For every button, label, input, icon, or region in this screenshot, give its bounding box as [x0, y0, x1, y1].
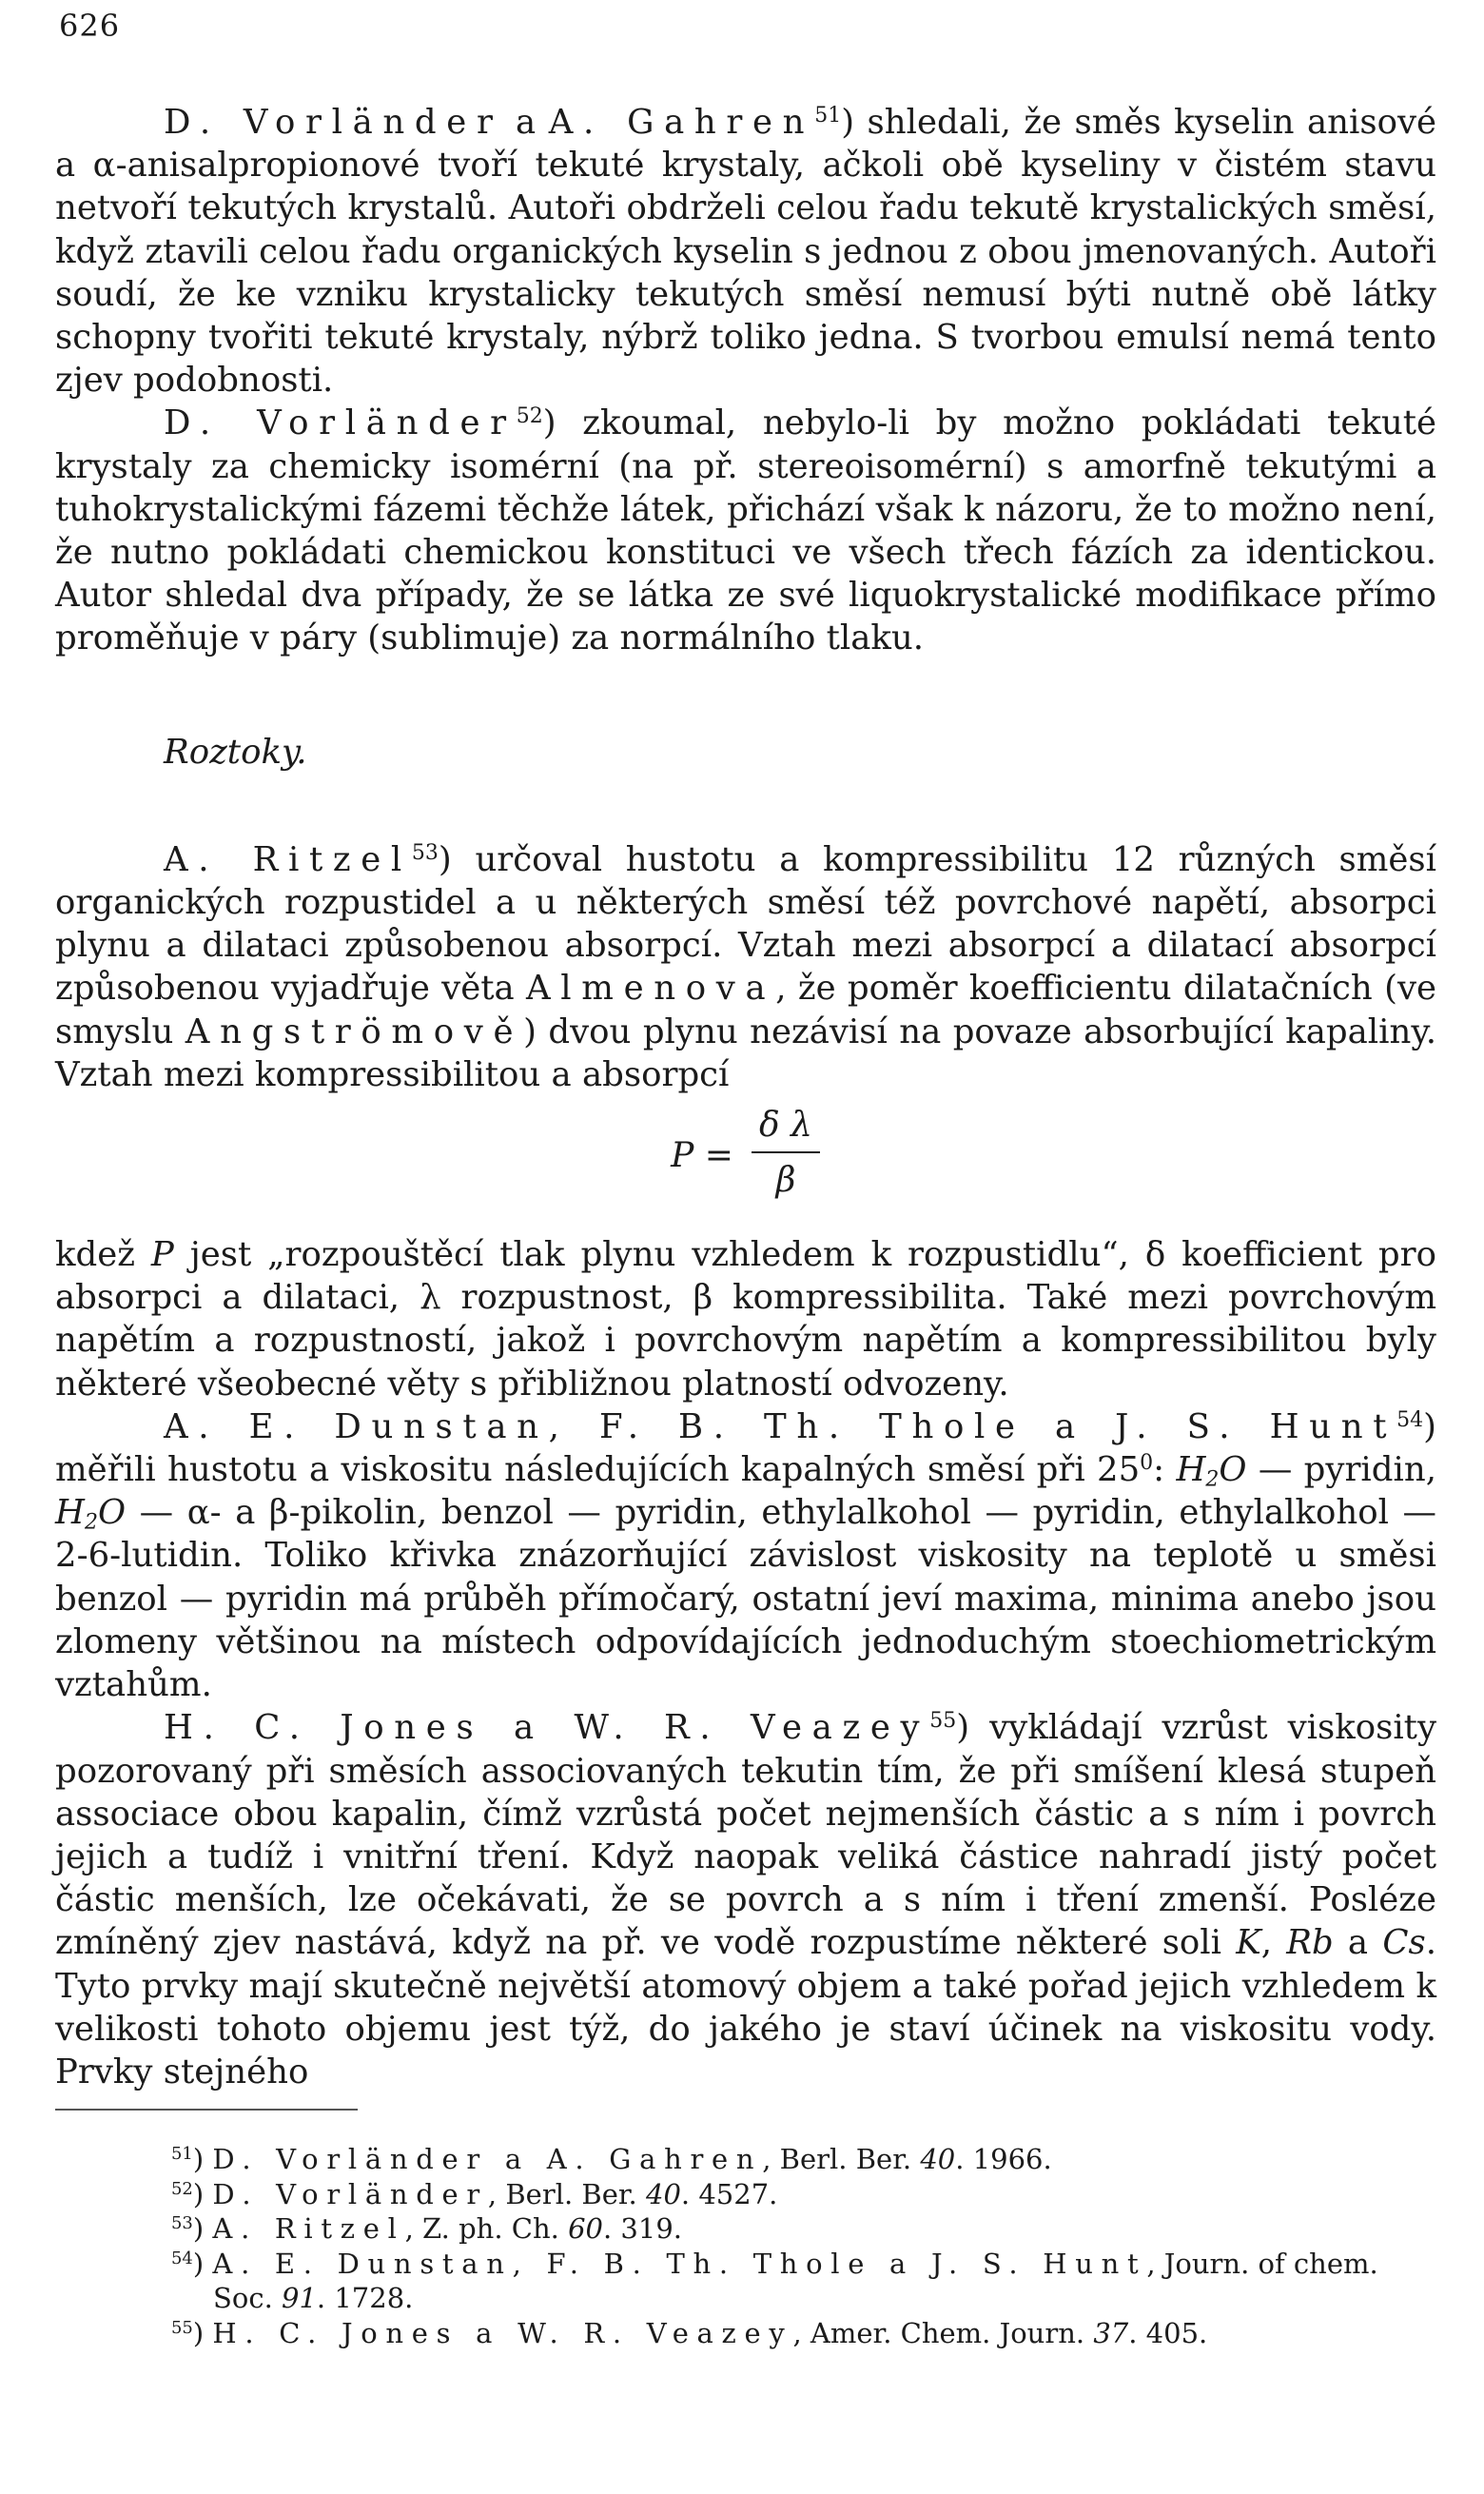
symbol: H [55, 1493, 85, 1533]
footnote-author: A. Ritzel [212, 2212, 405, 2245]
footnote-page: . 405. [1128, 2316, 1208, 2349]
footnote-volume: 40 [920, 2143, 956, 2175]
paragraph-text: jest „rozpouštěcí tlak plynu vzhledem k rozpustidlu“, δ koefficient pro absorpci a dilataci, λ rozpustnost, β kompressibilita. Také mezi povrchovým napětím a rozpustností, jakož i povrchovým napětím a kompressibilitou byly některé všeobecné věty s přibližnou platností odvozeny. [55, 1235, 1436, 1404]
formula [55, 1104, 1436, 1214]
footnote-divider [55, 2109, 358, 2111]
footnote-author: D. Vorländer [212, 2177, 488, 2210]
footnote-author: A. E. Dunstan, F. B. Th. Thole a J. S. Hunt [212, 2247, 1147, 2280]
paragraph-jones-veazey [55, 1706, 1436, 2093]
footnote-page: . 1966. [955, 2143, 1052, 2175]
footnote-source: , Journ. of chem. Soc. [213, 2247, 1378, 2314]
footnotes [171, 2142, 1436, 2350]
paragraph-ritzel [55, 838, 1436, 1096]
formula-water [1176, 1450, 1247, 1492]
subscript: 2 [84, 1510, 98, 1535]
formula-denominator: β [775, 1161, 796, 1201]
paragraph-text: ) vykládají vzrůst viskosity pozorovaný při směsích associovaných tekutin tím, že při smíšení klesá stupeň associace obou kapalin, čímž vzrůstá počet nejmenších částic a s ním i povrch jejich a tudíž i vnitřní tření. Když naopak veliká částice nahradí jistý počet částic menších, lze očekávati, že se povrch a s ním i tření zmenší. Posléze zmíněný zjev nastává, když na př. ve vodě rozpustíme některé soli [55, 1708, 1437, 1963]
paragraph-formula-explanation [55, 1233, 1436, 1405]
paragraph-text: — pyridin, [1246, 1450, 1437, 1490]
author-name: A. E. Dunstan, F. B. Th. Thole a J. S. Hunt [164, 1406, 1397, 1446]
symbol: O [1219, 1450, 1247, 1490]
element-symbol: Cs [1382, 1923, 1426, 1963]
footnote-number: 54 [171, 2248, 193, 2268]
formula-lhs: P = [671, 1136, 733, 1176]
degree-mark: 0 [1140, 1450, 1154, 1475]
footnote-source: , Berl. Ber. [762, 2143, 921, 2175]
paragraph-text: ) dvou plynu nezávisí na povaze absorbující kapaliny. Vztah mezi kompressibilitou a absorpcí [55, 1011, 1436, 1094]
paragraph-text: ) určoval hustotu a kompressibilitu 12 různých směsí organických rozpustidel a u některých směsí též povrchové napětí, absorpci plynu a dilataci způsobenou absorpcí. Vztah mezi absorpcí a dilatací absorpcí způsobenou vyjadřuje věta [55, 839, 1436, 1009]
fraction-bar [752, 1151, 820, 1153]
footnote: $^{52}$) D. Vorländer, Berl. Ber. 40. 4527. [171, 2177, 778, 2210]
footnote-ref[interactable]: 54 [1396, 1407, 1424, 1432]
paragraph-text: : [1153, 1450, 1177, 1490]
symbol: H [1176, 1450, 1206, 1490]
footnote-page: . 1728. [316, 2282, 414, 2314]
footnote-volume: 37 [1093, 2316, 1129, 2349]
footnote-number: 55 [171, 2317, 193, 2338]
author-name: D. Vorländer [164, 103, 503, 142]
section-heading: Roztoky. [164, 732, 307, 772]
author-name: A. Gahren [548, 103, 815, 142]
paragraph-vorlander-gahren [55, 101, 1436, 402]
footnote-number: 52 [171, 2178, 193, 2199]
symbol: P [150, 1235, 174, 1275]
footnote: $^{54}$) A. E. Dunstan, F. B. Th. Thole a J. S. Hunt, Journ. of chem. Soc. 91. 1728. [171, 2247, 1378, 2314]
paragraph-text: , že poměr koefficientu dilatačních (ve smyslu [55, 969, 1437, 1051]
author-name: A. Ritzel [164, 839, 412, 879]
author-name: H. C. Jones a W. R. Veazey [164, 1708, 930, 1748]
footnote-ref[interactable]: 51 [814, 103, 842, 128]
conjunction: a [502, 103, 549, 142]
paragraph-text: ) zkoumal, nebylo-li by možno pokládati tekuté krystaly za chemicky isomérní (na př. stereoisomérní) s amorfně tekutými a tuhokrystalickými fázemi těchže látek, přichází však k názoru, že to možno není, že nutno pokládati chemickou konstituci ve všech třech fázích za identickou. Autor shledal dva případy, že se látka ze své liquokrystalické modifikace přímo proměňuje v páry (sublimuje) za normálního tlaku. [55, 403, 1436, 658]
footnote-number: 51 [171, 2144, 193, 2165]
body-text [55, 101, 1436, 2093]
footnote-source: , Z. ph. Ch. [404, 2212, 569, 2245]
paragraph-text: — α- a β-pikolin, benzol — pyridin, ethylalkohol — pyridin, ethylalkohol — 2-6-lutidin. Toliko křivka znázorňující závislost viskosity na teplotě u směsi benzol — pyridin má průběh přímočarý, ostatní jeví maxima, minima anebo jsou zlomeny většinou na místech odpovídajících jednoduchým stoechiometrickým vztahům. [55, 1493, 1436, 1705]
footnote: $^{51}$) D. Vorländer a A. Gahren, Berl. Ber. 40. 1966. [171, 2143, 1052, 2175]
formula-numerator: δ λ [759, 1106, 812, 1146]
separator: , [1260, 1923, 1287, 1963]
subscript: 2 [1205, 1467, 1220, 1492]
footnote-author: D. Vorländer a A. Gahren [212, 2143, 763, 2175]
footnote-page: . 4527. [680, 2177, 778, 2210]
footnote-source: , Amer. Chem. Journ. [792, 2316, 1094, 2349]
footnote-volume: 91 [282, 2282, 317, 2314]
footnote: $^{53}$) A. Ritzel, Z. ph. Ch. 60. 319. [171, 2212, 683, 2245]
paragraph-text: ) shledali, že směs kyselin anisové a α-anisalpropionové tvoří tekuté krystaly, ačkoli obě kyseliny v čistém stavu netvoří tekutých krystalů. Autoři obdrželi celou řadu tekutě krystalických směsí, když ztavili celou řadu organických kyselin s jednou z obou jmenovaných. Autoři soudí, že ke vzniku krystalicky tekutých směsí nemusí býti nutně obě látky schopny tvořiti tekuté krystaly, nýbrž toliko jedna. S tvorbou emulsí nemá tento zjev podobnosti. [55, 103, 1437, 401]
footnote-volume: 40 [646, 2177, 681, 2210]
footnote-ref[interactable]: 55 [929, 1709, 957, 1734]
footnote-ref[interactable]: 53 [411, 840, 439, 865]
person-name: Angströmově [185, 1011, 524, 1051]
footnote-source: , Berl. Ber. [487, 2177, 646, 2210]
paragraph-text: ) měřili hustotu a viskositu následujících kapalných směsí při 25 [55, 1406, 1436, 1490]
symbol: O [97, 1493, 127, 1533]
paragraph-text: . Tyto prvky mají skutečně největší atomový objem a také pořad jejich vzhledem k velikosti tohoto objemu jest týž, do jakého je staví účinek na viskositu vody. Prvky stejného [55, 1923, 1436, 2091]
footnote-ref[interactable]: 52 [516, 404, 543, 429]
footnote-author: H. C. Jones a W. R. Veazey [212, 2316, 793, 2349]
footnote-number: 53 [171, 2213, 193, 2234]
author-name: D. Vorländer [164, 403, 517, 443]
paragraph-vorlander [55, 402, 1436, 659]
formula-water [55, 1493, 127, 1535]
paragraph-dunstan [55, 1405, 1436, 1706]
person-name: Almenova [525, 969, 776, 1009]
footnote-page: . 319. [603, 2212, 683, 2245]
footnote-volume: 60 [568, 2212, 603, 2245]
page-number: 626 [59, 8, 121, 44]
footnote: $^{55}$) H. C. Jones a W. R. Veazey, Amer. Chem. Journ. 37. 405. [171, 2316, 1208, 2349]
element-symbol: K [1236, 1923, 1261, 1963]
paragraph-text: kdež [55, 1235, 151, 1275]
element-symbol: Rb [1286, 1923, 1334, 1963]
separator: a [1333, 1923, 1383, 1963]
